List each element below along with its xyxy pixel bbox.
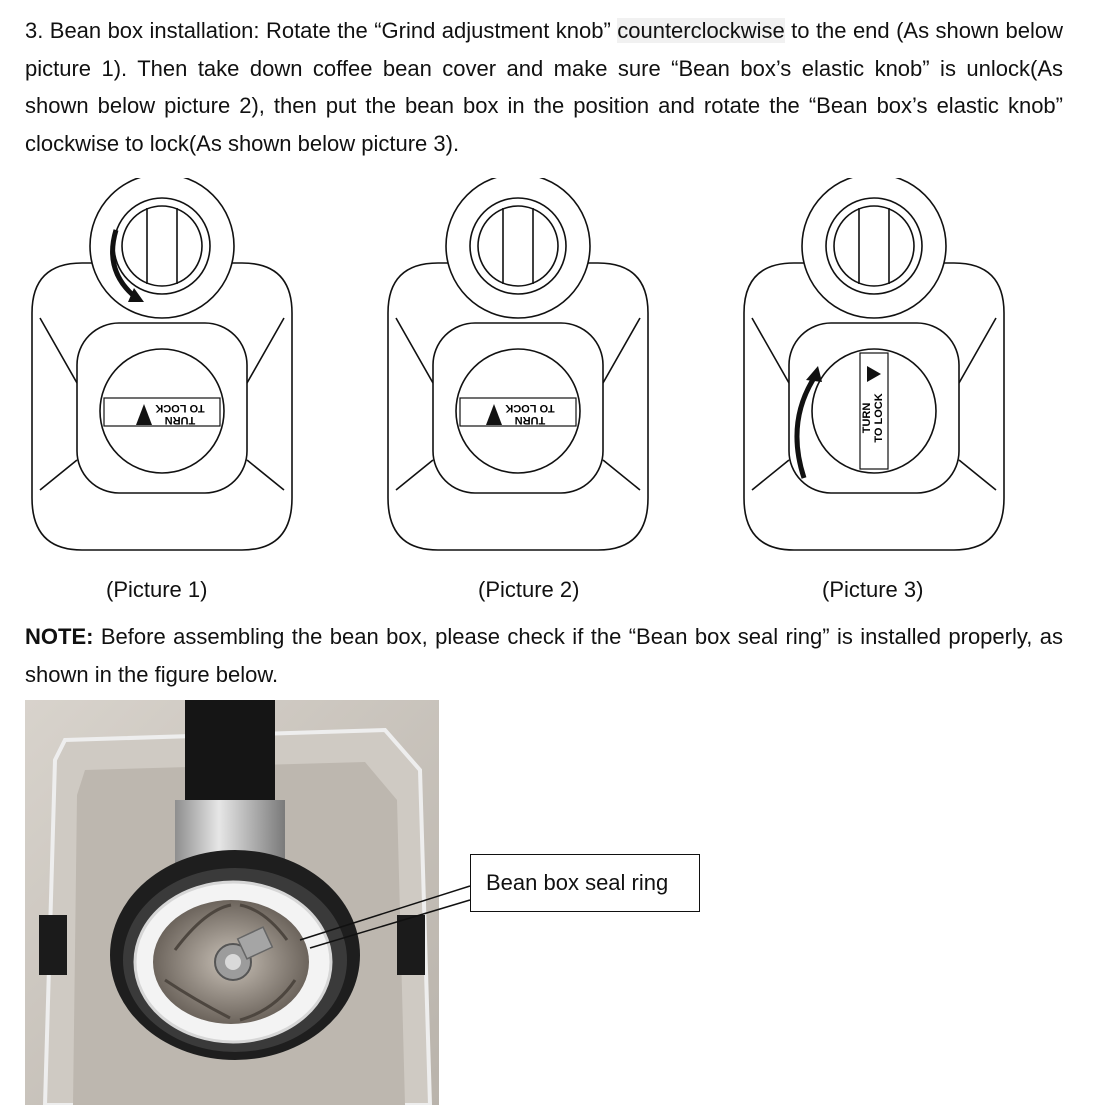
diagram-picture-2 [378,178,658,563]
caption-picture-2: (Picture 2) [478,577,580,602]
lock-label-line2: TO LOCK [873,393,885,443]
instruction-text-start: 3. Bean box installation: Rotate the “Grind adjustment knob” [25,18,618,43]
lock-label-line2: TO LOCK [155,402,205,414]
note-paragraph [25,618,1063,693]
diagram-picture-1 [22,178,302,563]
instruction-text-end: to the end (As shown below picture 1). Then take down coffee bean cover and make sure “Bean box’s elastic knob” is unlock(As shown below picture 2), then put the bean box in the position and rotate the “Bean box’s elastic knob” clockwise to lock(As shown below picture 3). [25,18,1063,156]
lock-label-line2: TO LOCK [505,402,555,414]
callout-label-box: Bean box seal ring [470,854,700,912]
note-label: NOTE: [25,624,94,649]
seal-ring-photo [25,700,439,1105]
lock-label-line1: TURN [514,414,546,426]
diagram-picture-3 [734,178,1014,563]
instruction-highlight: counterclockwise [617,18,785,43]
note-text: Before assembling the bean box, please check if the “Bean box seal ring” is installed properly, as shown in the figure below. [25,624,1063,687]
caption-picture-3: (Picture 3) [822,577,924,602]
instruction-paragraph [25,12,1063,162]
lock-label-line1: TURN [164,414,196,426]
lock-label-line1: TURN [861,402,873,434]
caption-picture-1: (Picture 1) [106,577,208,602]
